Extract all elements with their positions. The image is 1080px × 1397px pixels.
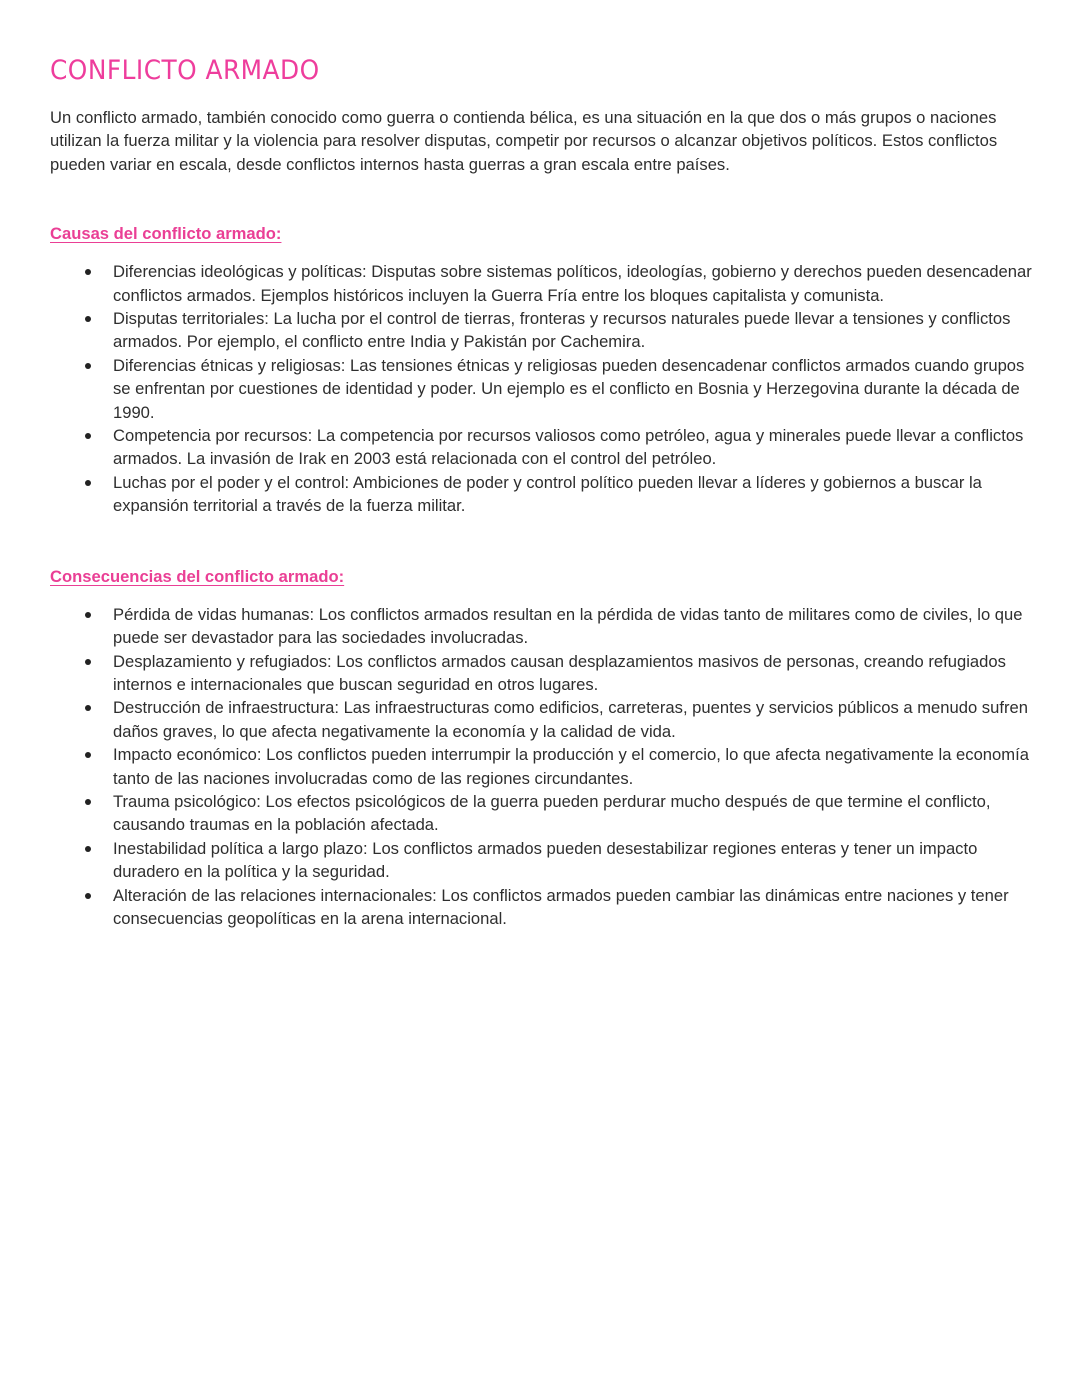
causes-section — [50, 222, 1040, 517]
list-item-text: Destrucción de infraestructura: Las infraestructuras como edificios, carreteras, puentes y servicios públicos a menudo sufren daños graves, lo que afecta negativamente la economía y la calidad de vida. — [113, 698, 1028, 741]
page-title: CONFLICTO ARMADO — [50, 55, 320, 86]
intro-paragraph: Un conflicto armado, también conocido como guerra o contienda bélica, es una situación en la que dos o más grupos o naciones utilizan la fuerza militar y la violencia para resolver disputas, competir por recursos o alcanzar objetivos políticos. Estos conflictos pueden variar en escala, desde conflictos internos hasta guerras a gran escala entre países. — [50, 108, 998, 174]
bullet-icon — [85, 433, 91, 439]
list-item-text: Diferencias étnicas y religiosas: Las tensiones étnicas y religiosas pueden desencadenar conflictos armados cuando grupos se enfrentan por cuestiones de identidad y poder. Un ejemplo es el conflicto en Bosnia y Herzegovina durante la década de 1990. — [113, 355, 1025, 422]
bullet-icon — [85, 612, 91, 618]
list-item-text: Desplazamiento y refugiados: Los conflictos armados causan desplazamientos masivos de personas, creando refugiados internos e internacionales que buscan seguridad en otros lugares. — [113, 651, 1006, 694]
bullet-icon — [85, 846, 91, 852]
document-page — [50, 52, 1040, 930]
list-item — [50, 884, 1040, 931]
bullet-icon — [85, 363, 91, 369]
bullet-icon — [85, 799, 91, 805]
list-item — [50, 696, 1040, 743]
list-item-text: Competencia por recursos: La competencia por recursos valiosos como petróleo, agua y minerales puede llevar a conflictos armados. La invasión de Irak en 2003 está relacionada con el control del petróleo. — [113, 426, 1024, 469]
bullet-icon — [85, 269, 91, 275]
list-item-text: Pérdida de vidas humanas: Los conflictos armados resultan en la pérdida de vidas tanto de militares como de civiles, lo que puede ser devastador para las sociedades involucradas. — [113, 604, 1023, 648]
list-item — [50, 260, 1040, 307]
list-item — [50, 743, 1040, 790]
bullet-icon — [85, 316, 91, 322]
bullet-icon — [85, 893, 91, 899]
consequences-heading: Consecuencias del conflicto armado: — [50, 566, 345, 586]
list-item-text: Diferencias ideológicas y políticas: Disputas sobre sistemas políticos, ideologías, gobierno y derechos pueden desencadenar conflictos armados. Ejemplos históricos incluyen la Guerra Fría entre los bloques capitalista y comunista. — [113, 262, 1032, 305]
bullet-icon — [85, 705, 91, 711]
consequences-list — [50, 603, 1040, 931]
list-item — [50, 650, 1040, 697]
list-item — [50, 424, 1040, 471]
list-item — [50, 354, 1040, 424]
bullet-icon — [85, 752, 91, 758]
list-item-text: Trauma psicológico: Los efectos psicológicos de la guerra pueden perdurar mucho después de que termine el conflicto, causando traumas en la población afectada. — [113, 791, 991, 835]
list-item-text: Impacto económico: Los conflictos pueden interrumpir la producción y el comercio, lo que afecta negativamente la economía tanto de las naciones involucradas como de las regiones circundantes. — [113, 745, 1029, 788]
bullet-icon — [85, 480, 91, 486]
list-item — [50, 471, 1040, 518]
list-item-text: Luchas por el poder y el control: Ambiciones de poder y control político pueden llevar a líderes y gobiernos a buscar la expansión territorial a través de la fuerza militar. — [113, 472, 982, 516]
list-item-text: Inestabilidad política a largo plazo: Los conflictos armados pueden desestabilizar regiones enteras y tener un impacto duradero en la política y la seguridad. — [113, 838, 978, 882]
list-item-text: Disputas territoriales: La lucha por el control de tierras, fronteras y recursos naturales puede llevar a tensiones y conflictos armados. Por ejemplo, el conflicto entre India y Pakistán por Cachemira. — [113, 309, 1011, 352]
list-item — [50, 837, 1040, 884]
list-item — [50, 603, 1040, 650]
list-item-text: Alteración de las relaciones internacionales: Los conflictos armados pueden cambiar las dinámicas entre naciones y tener consecuencias geopolíticas en la arena internacional. — [113, 885, 1009, 928]
list-item — [50, 790, 1040, 837]
list-item — [50, 307, 1040, 354]
causes-list — [50, 260, 1040, 517]
causes-heading: Causas del conflicto armado: — [50, 224, 282, 244]
consequences-section — [50, 565, 1040, 931]
bullet-icon — [85, 659, 91, 665]
